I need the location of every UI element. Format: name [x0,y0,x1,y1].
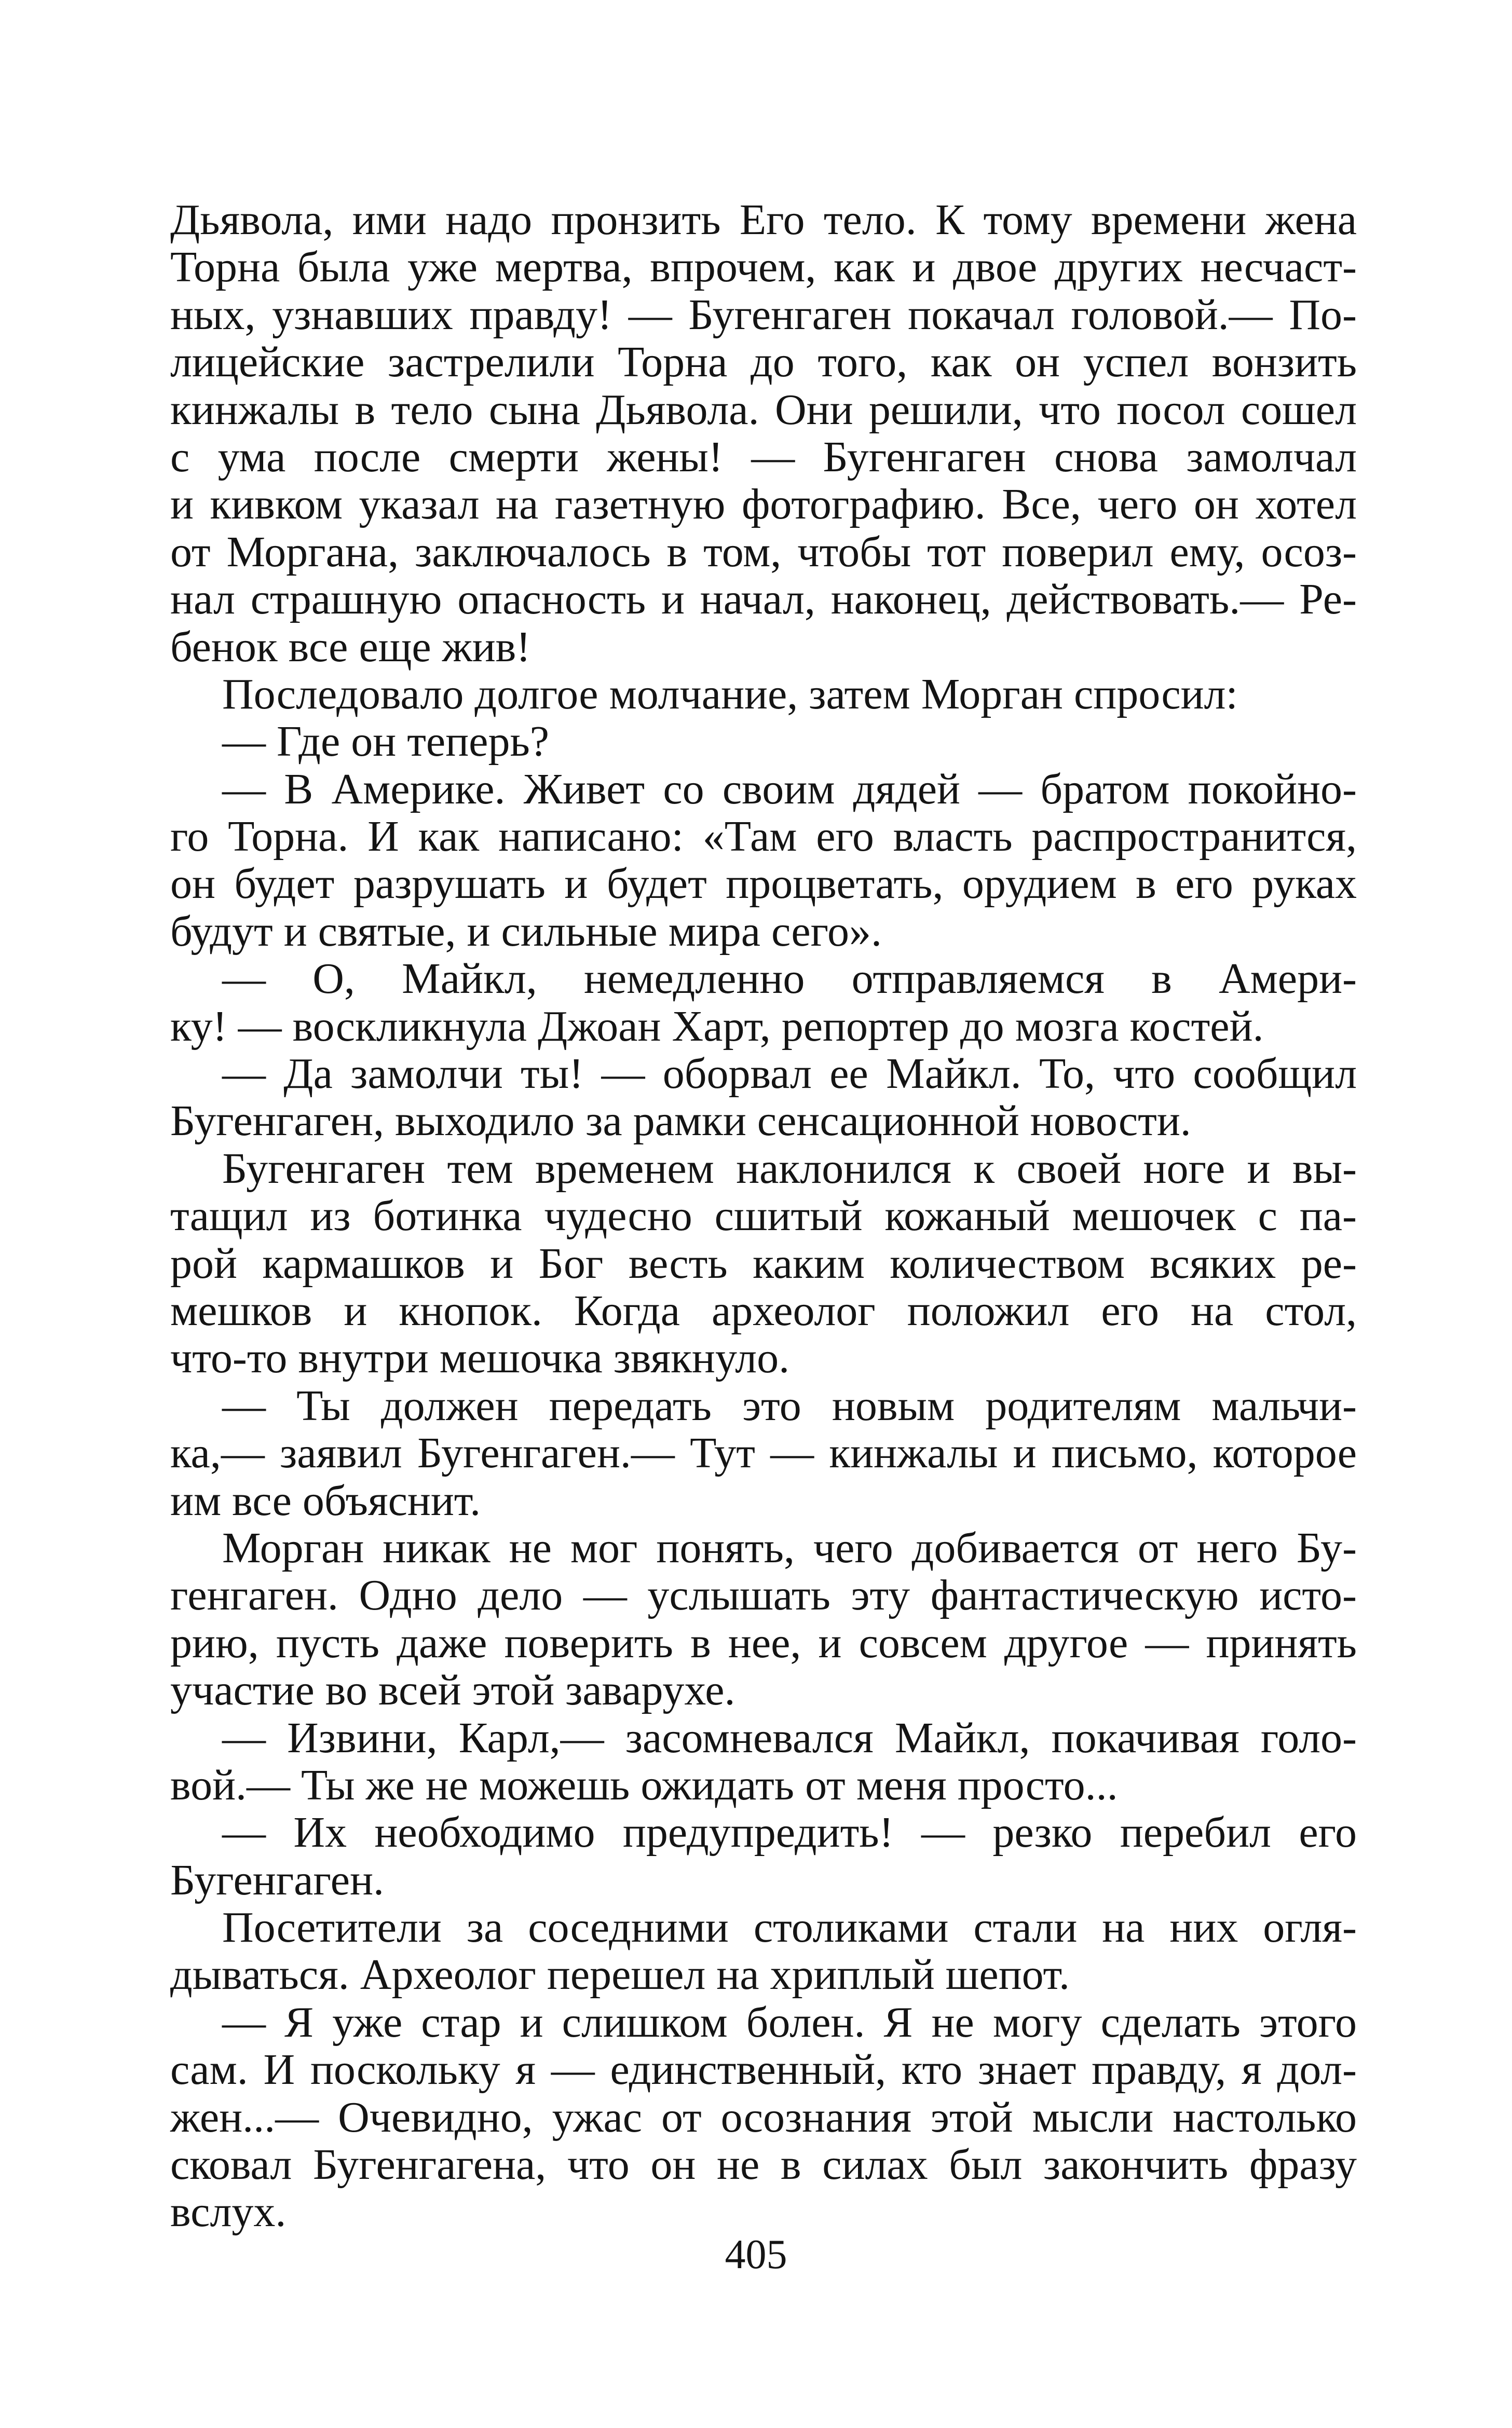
text-line: Морган никак не мог понять, чего добивается от него Бу- [222,1523,1357,1572]
text-line: Посетители за соседними столиками стали на них огля- [222,1903,1357,1952]
paragraph [170,1145,1357,1382]
text-line: Торна была уже мертва, впрочем, как и двое других несчаст- [170,243,1357,292]
text-line: генгаген. Одно дело — услышать эту фантастическую исто- [170,1571,1357,1620]
paragraph [170,1524,1357,1714]
paragraph [170,1714,1357,1809]
text-line: от Моргана, заключалось в том, чтобы тот поверил ему, осоз- [170,527,1357,576]
text-line: с ума после смерти жены! — Бугенгаген снова замолчал [170,432,1357,481]
text-line: — Где он теперь? [222,717,550,766]
text-line: тащил из ботинка чудесно сшитый кожаный мешочек с па- [170,1192,1357,1240]
paragraph [170,718,1357,765]
text-line: он будет разрушать и будет процветать, орудием в его руках [170,860,1357,908]
text-line: лицейские застрелили Торна до того, как он успел вонзить [170,338,1357,387]
text-line: Бугенгаген, выходило за рамки сенсационной новости. [170,1097,1191,1145]
text-line: сам. И поскольку я — единственный, кто знает правду, я дол- [170,2045,1357,2094]
paragraph [170,671,1357,718]
paragraph [170,1904,1357,1999]
text-line: ку! — воскликнула Джоан Харт, репортер до мозга костей. [170,1002,1264,1051]
text-line: нал страшную опасность и начал, наконец, действовать.— Ре- [170,575,1357,624]
paragraph [170,1050,1357,1145]
text-line: — Ты должен передать это новым родителям мальчи- [222,1381,1357,1430]
text-line: и кивком указал на газетную фотографию. Все, чего он хотел [170,480,1357,529]
text-line: рой кармашков и Бог весть каким количеством всяких ре- [170,1239,1357,1288]
text-line: ных, узнавших правду! — Бугенгаген покачал головой.— По- [170,290,1357,339]
paragraph [170,1999,1357,2236]
text-line: будут и святые, и сильные мира сего». [170,907,882,956]
body-text [170,196,1357,2236]
text-line: — О, Майкл, немедленно отправляемся в Амери- [222,954,1357,1003]
text-line: бенок все еще жив! [170,622,531,671]
text-line: вслух. [170,2188,287,2236]
text-line: ка,— заявил Бугенгаген.— Тут — кинжалы и письмо, которое [170,1429,1357,1478]
text-line: дываться. Археолог перешел на хриплый шепот. [170,1950,1070,1999]
paragraph [170,766,1357,956]
text-line: — Я уже стар и слишком болен. Я не могу сделать этого [222,1998,1357,2047]
text-line: что-то внутри мешочка звякнуло. [170,1334,790,1383]
text-line: жен...— Очевидно, ужас от осознания этой мысли настолько [170,2093,1357,2141]
paragraph [170,955,1357,1050]
page-number: 405 [725,2232,787,2277]
text-line: рию, пусть даже поверить в нее, и совсем другое — принять [170,1618,1357,1667]
text-line: им все объяснит. [170,1476,481,1525]
text-line: — Да замолчи ты! — оборвал ее Майкл. То, что сообщил [222,1049,1357,1098]
text-line: Последовало долгое молчание, затем Морган спросил: [222,670,1238,718]
text-line: мешков и кнопок. Когда археолог положил его на стол, [170,1286,1357,1335]
text-line: кинжалы в тело сына Дьявола. Они решили, что посол сошел [170,385,1357,434]
paragraph [170,1809,1357,1904]
text-line: — Их необходимо предупредить! — резко перебил его [222,1808,1357,1857]
paragraph [170,196,1357,671]
text-line: Дьявола, ими надо пронзить Его тело. К тому времени жена [170,196,1357,244]
text-line: Бугенгаген. [170,1856,385,1904]
text-line: го Торна. И как написано: «Там его власть распространится, [170,812,1357,861]
text-line: вой.— Ты же не можешь ожидать от меня просто... [170,1761,1118,1809]
text-line: Бугенгаген тем временем наклонился к своей ноге и вы- [222,1144,1357,1193]
text-line: участие во всей этой заварухе. [170,1666,735,1715]
text-line: сковал Бугенгагена, что он не в силах был закончить фразу [170,2140,1357,2189]
text-line: — Извини, Карл,— засомневался Майкл, покачивая голо- [222,1713,1357,1762]
text-line: — В Америке. Живет со своим дядей — братом покойно- [222,765,1357,813]
paragraph [170,1382,1357,1524]
